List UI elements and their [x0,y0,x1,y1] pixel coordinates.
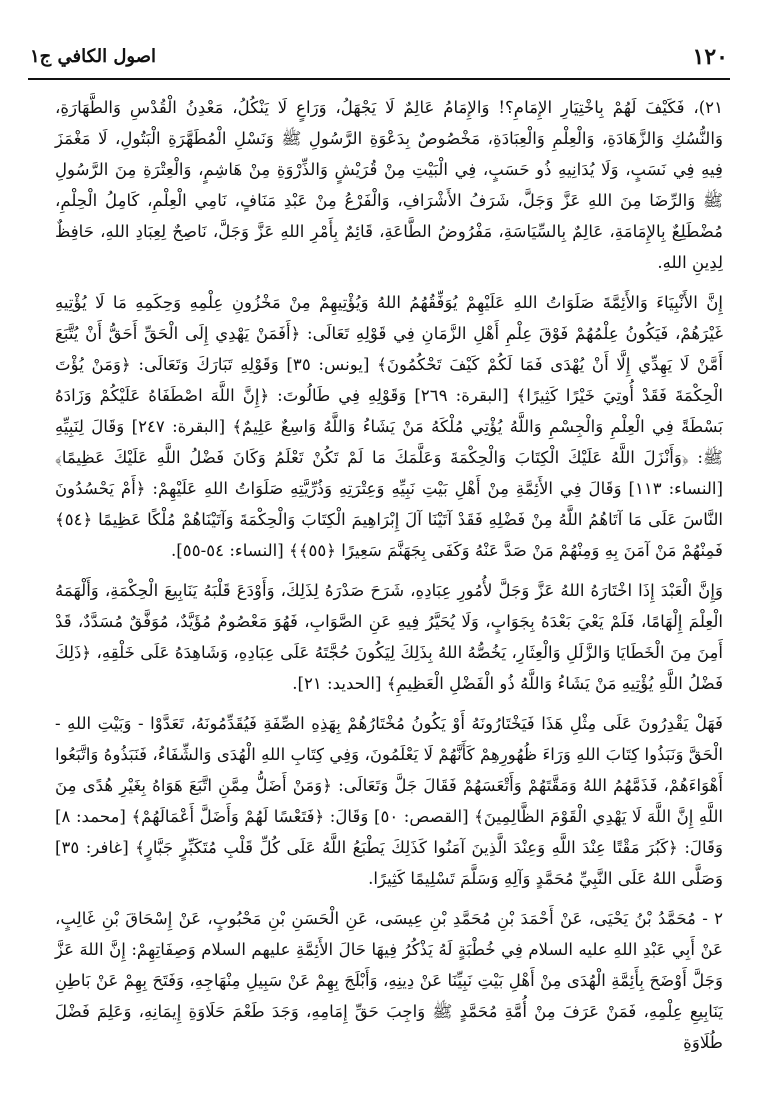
running-title: اصول الكافي ج١ [30,46,157,67]
paragraph-5: ٢ - مُحَمَّدُ بْنُ يَحْيَى، عَنْ أَحْمَدَ بْنِ مُحَمَّدِ بْنِ عِيسَى، عَنِ الْحَسَنِ بْنِ مَحْبُوبٍ، عَنْ إِسْحَاقَ بْنِ غَالِبٍ، عَنْ أَبِي عَبْدِ اللهِ عليه السلام فِي خُطْبَةٍ لَهُ يَذْكُرُ فِيهَا حَالَ الأَئِمَّةِ عليهم السلام وَصِفَاتِهِمْ: إِنَّ اللهَ عَزَّ وَجَلَّ أَوْضَحَ بِأَئِمَّةِ الْهُدَى مِنْ أَهْلِ بَيْتِ نَبِيِّنَا عَنْ دِينِهِ، وَأَبْلَجَ بِهِمْ عَنْ سَبِيلِ مِنْهَاجِهِ، وَفَتَحَ بِهِمْ عَنْ بَاطِنِ يَنَابِيعِ عِلْمِهِ، فَمَنْ عَرَفَ مِنْ أُمَّةِ مُحَمَّدٍ ﷺ وَاجِبَ حَقِّ إِمَامِهِ، وَجَدَ طَعْمَ حَلَاوَةِ إِيمَانِهِ، وَعَلِمَ فَضْلَ طُلَاوَةِ [55,909,723,1052]
paragraph-3: وَإِنَّ الْعَبْدَ إِذَا اخْتَارَهُ اللهُ عَزَّ وَجَلَّ لأُمُورِ عِبَادِهِ، شَرَحَ صَدْرَهُ لِذَلِكَ، وَأَوْدَعَ قَلْبَهُ يَنَابِيعَ الْحِكْمَةِ، وَأَلْهَمَهُ الْعِلْمَ إِلْهَامًا، فَلَمْ يَعْيَ بَعْدَهُ بِجَوَابٍ، وَلَا يُحَيَّرُ فِيهِ عَنِ الصَّوَابِ، فَهُوَ مَعْصُومٌ مُؤَيَّدٌ، مُوَفَّقٌ مُسَدَّدٌ، قَدْ أَمِنَ مِنَ الْخَطَايَا وَالزَّلَلِ وَالْعِثَارِ، يَخُصُّهُ اللهُ بِذَلِكَ لِيَكُونَ حُجَّتَهُ عَلَى عِبَادِهِ، وَشَاهِدَهُ عَلَى خَلْقِهِ، ﴿ذَلِكَ فَضْلُ اللَّهِ يُؤْتِيهِ مَنْ يَشَاءُ وَاللَّهُ ذُو الْفَضْلِ الْعَظِيمِ﴾ [الحديد: ٢١]. [55,581,723,693]
page-header [30,38,728,78]
header-rule [28,78,730,80]
paragraph-4: فَهَلْ يَقْدِرُونَ عَلَى مِثْلِ هَذَا فَيَخْتَارُونَهُ أَوْ يَكُونُ مُخْتَارُهُمْ بِهَذِهِ الصِّفَةِ فَيُقَدِّمُونَهُ، تَعَدَّوْا - وَبَيْتِ اللهِ - الْحَقَّ وَنَبَذُوا كِتَابَ اللهِ وَرَاءَ ظُهُورِهِمْ كَأَنَّهُمْ لَا يَعْلَمُونَ، وَفِي كِتَابِ اللهِ الْهُدَى وَالشِّفَاءُ، فَنَبَذُوهُ وَاتَّبَعُوا أَهْوَاءَهُمْ، فَذَمَّهُمُ اللهُ وَمَقَّتَهُمْ وَأَتْعَسَهُمْ فَقَالَ جَلَّ وَتَعَالَى: ﴿وَمَنْ أَضَلُّ مِمَّنِ اتَّبَعَ هَوَاهُ بِغَيْرِ هُدًى مِنَ اللَّهِ إِنَّ اللَّهَ لَا يَهْدِي الْقَوْمَ الظَّالِمِينَ﴾ [القصص: ٥٠] وَقَالَ: ﴿فَتَعْسًا لَهُمْ وَأَضَلَّ أَعْمَالَهُمْ﴾ [محمد: ٨] وَقَالَ: ﴿كَبُرَ مَقْتًا عِنْدَ اللَّهِ وَعِنْدَ الَّذِينَ آمَنُوا كَذَلِكَ يَطْبَعُ اللَّهُ عَلَى كُلِّ قَلْبِ مُتَكَبِّرٍ جَبَّارٍ﴾ [غافر: ٣٥] وَصَلَّى اللهُ عَلَى النَّبِيِّ مُحَمَّدٍ وَآلِهِ وَسَلَّمَ تَسْلِيمًا كَثِيرًا. [55,714,723,888]
paragraph-1: ٢١)، فَكَيْفَ لَهُمْ بِاخْتِيَارِ الإِمَامِ؟! وَالإِمَامُ عَالِمٌ لَا يَجْهَلُ، وَرَاعٍ لَا يَنْكُلُ، مَعْدِنُ الْقُدْسِ وَالطَّهَارَةِ، وَالنُّسُكِ وَالزَّهَادَةِ، وَالْعِلْمِ وَالْعِبَادَةِ، مَخْصُوصٌ بِدَعْوَةِ الرَّسُولِ ﷺ وَنَسْلِ الْمُطَهَّرَةِ الْبَتُولِ، لَا مَغْمَزَ فِيهِ فِي نَسَبٍ، وَلَا يُدَانِيهِ ذُو حَسَبٍ، فِي الْبَيْتِ مِنْ قُرَيْشٍ وَالذِّرْوَةِ مِنْ هَاشِمٍ، وَالْعِتْرَةِ مِنَ الرَّسُولِ ﷺ وَالرِّضَا مِنَ اللهِ عَزَّ وَجَلَّ، شَرَفُ الأَشْرَافِ، وَالْفَرْعُ مِنْ عَبْدِ مَنَافٍ، نَامِي الْعِلْمِ، كَامِلُ الْحِلْمِ، مُضْطَلِعٌ بِالإِمَامَةِ، عَالِمٌ بِالسِّيَاسَةِ، مَفْرُوضُ الطَّاعَةِ، قَائِمٌ بِأَمْرِ اللهِ عَزَّ وَجَلَّ، نَاصِحٌ لِعِبَادِ اللهِ، حَافِظٌ لِدِينِ اللهِ. [55,98,723,272]
page-body [55,92,723,1067]
paragraph-2: إِنَّ الأَنْبِيَاءَ وَالأَئِمَّةَ صَلَوَاتُ اللهِ عَلَيْهِمْ يُوَفِّقُهُمُ اللهُ وَيُؤْتِيهِمْ مِنْ مَخْزُونِ عِلْمِهِ وَحِكَمِهِ مَا لَا يُؤْتِيهِ غَيْرَهُمْ، فَيَكُونُ عِلْمُهُمْ فَوْقَ عِلْمِ أَهْلِ الزَّمَانِ فِي قَوْلِهِ تَعَالَى: ﴿أَفَمَنْ يَهْدِي إِلَى الْحَقِّ أَحَقُّ أَنْ يُتَّبَعَ أَمَّنْ لَا يَهِدِّي إِلَّا أَنْ يُهْدَى فَمَا لَكُمْ كَيْفَ تَحْكُمُونَ﴾ [يونس: ٣٥] وَقَوْلِهِ تَبَارَكَ وَتَعَالَى: ﴿وَمَنْ يُؤْتَ الْحِكْمَةَ فَقَدْ أُوتِيَ خَيْرًا كَثِيرًا﴾ [البقرة: ٢٦٩] وَقَوْلِهِ فِي طَالُوتَ: ﴿إِنَّ اللَّهَ اصْطَفَاهُ عَلَيْكُمْ وَزَادَهُ بَسْطَةً فِي الْعِلْمِ وَالْجِسْمِ وَاللَّهُ يُؤْتِي مُلْكَهُ مَنْ يَشَاءُ وَاللَّهُ وَاسِعٌ عَلِيمٌ﴾ [البقرة: ٢٤٧] وَقَالَ لِنَبِيِّهِ ﷺ: ﴿وَأَنْزَلَ اللَّهُ عَلَيْكَ الْكِتَابَ وَالْحِكْمَةَ وَعَلَّمَكَ مَا لَمْ تَكُنْ تَعْلَمُ وَكَانَ فَضْلُ اللَّهِ عَلَيْكَ عَظِيمًا﴾ [النساء: ١١٣] وَقَالَ فِي الأَئِمَّةِ مِنْ أَهْلِ بَيْتِ نَبِيِّهِ وَعِتْرَتِهِ وَذُرِّيَّتِهِ صَلَوَاتُ اللهِ عَلَيْهِمْ: ﴿أَمْ يَحْسُدُونَ النَّاسَ عَلَى مَا آتَاهُمُ اللَّهُ مِنْ فَضْلِهِ فَقَدْ آتَيْنَا آلَ إِبْرَاهِيمَ الْكِتَابَ وَالْحِكْمَةَ وَآتَيْنَاهُمْ مُلْكًا عَظِيمًا ﴿٥٤﴾ فَمِنْهُمْ مَنْ آمَنَ بِهِ وَمِنْهُمْ مَنْ صَدَّ عَنْهُ وَكَفَى بِجَهَنَّمَ سَعِيرًا ﴿٥٥﴾﴾ [النساء: ٥٤-٥٥]. [55,293,723,560]
page-number: ١٢٠ [692,44,728,70]
